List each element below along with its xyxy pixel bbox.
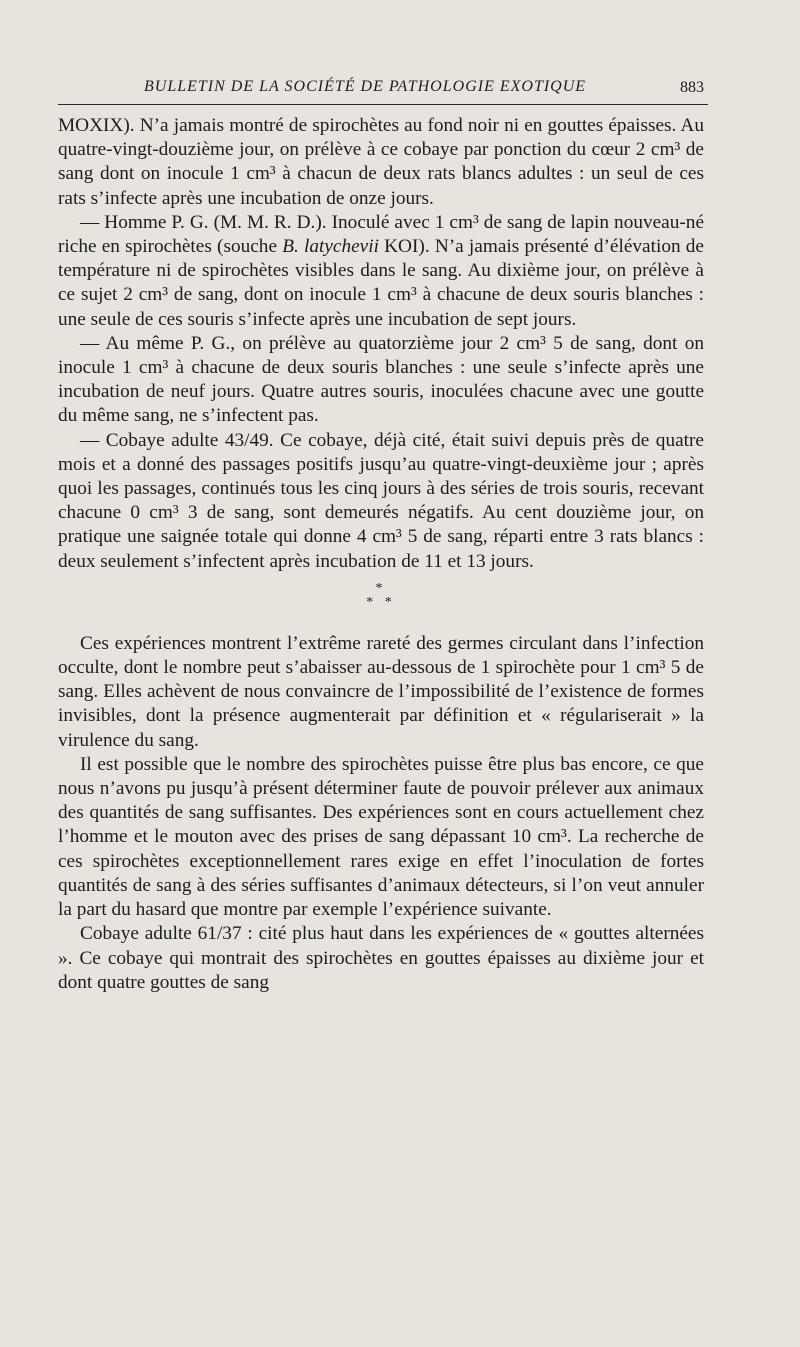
- paragraph-3: — Au même P. G., on prélève au quatorzième jour 2 cm³ 5 de sang, dont on inocule 1 cm³ à chacune de deux souris blanches : une seule s’infecte après une incubation de neuf jours. Quatre autres souris, inoculées chacune avec une goutte du même sang, ne s’infectent pas.: [58, 332, 704, 427]
- header-rule: [58, 104, 708, 105]
- paragraph-4: — Cobaye adulte 43/49. Ce cobaye, déjà cité, était suivi depuis près de quatre mois et a donné des passages positifs jusqu’au quatre-vingt-deuxième jour ; après quoi les passages, continués tous les cinq jours à des séries de trois souris, recevant chacune 0 cm³ 3 de sang, sont demeurés négatifs. Au cent douzième jour, on pratique une saignée totale qui donne 4 cm³ 5 de sang, réparti entre 3 rats blancs : deux seulement s’infectent après incubation de 11 et 13 jours.: [58, 429, 704, 572]
- species-name-italic: B. latychevii: [282, 236, 379, 258]
- running-title: BULLETIN DE LA SOCIÉTÉ DE PATHOLOGIE EXOTIQUE: [144, 78, 587, 95]
- paragraph-5: Ces expériences montrent l’extrême rareté des germes circulant dans l’infection occulte, dont le nombre peut s’abaisser au-dessous de 1 spirochète pour 1 cm³ 5 de sang. Elles achèvent de nous convaincre de l’impossibilité de l’existence de formes invisibles, dont la présence augmenterait par définition et « régulariserait » la virulence du sang.: [58, 632, 704, 751]
- separator-stars-bottom: * *: [366, 594, 396, 610]
- paragraph-6: Il est possible que le nombre des spirochètes puisse être plus bas encore, ce que nous n’avons pu jusqu’à présent déterminer faute de pouvoir prélever aux animaux des quantités de sang suffisantes. Des expériences sont en cours actuellement chez l’homme et le mouton avec des prises de sang dépassant 10 cm³. La recherche de ces spirochètes exceptionnellement rares exige en effet l’inoculation de fortes quantités de sang à des séries suffisantes d’animaux détecteurs, si l’on veut annuler la part du hasard que montre par exemple l’expérience suivante.: [58, 753, 704, 921]
- body-text: [58, 114, 704, 995]
- paragraph-7: Cobaye adulte 61/37 : cité plus haut dans les expériences de « gouttes alternées ». Ce cobaye qui montrait des spirochètes en gouttes épaisses au dixième jour et dont quatre gouttes de sang: [58, 923, 704, 993]
- page-header: [58, 76, 708, 102]
- page-number: 883: [680, 79, 704, 96]
- paragraph-2-start: — Homme P. G. (M. M. R. D.). Inoculé avec 1 cm³ de sang de lapin nouveau-né riche en spirochètes (souche: [58, 211, 704, 258]
- paragraph-1: MOXIX). N’a jamais montré de spirochètes au fond noir ni en gouttes épaisses. Au quatre-vingt-douzième jour, on prélève à ce cobaye par ponction du cœur 2 cm³ de sang dont on inocule 1 cm³ à chacun de deux rats blancs adultes : un seul de ces rats s’infecte après une incubation de onze jours.: [58, 115, 704, 209]
- paragraph-2: [58, 211, 704, 332]
- separator-star-top: *: [375, 580, 387, 596]
- section-separator: [58, 582, 704, 610]
- paragraph-2-end: KOI). N’a jamais présenté d’élévation de température ni de spirochètes visibles dans le sang. Au dixième jour, on prélève à ce sujet 2 cm³ de sang, dont on inocule 1 cm³ à chacune de deux souris blanches : une seule de ces souris s’infecte après une incubation de sept jours.: [58, 236, 704, 330]
